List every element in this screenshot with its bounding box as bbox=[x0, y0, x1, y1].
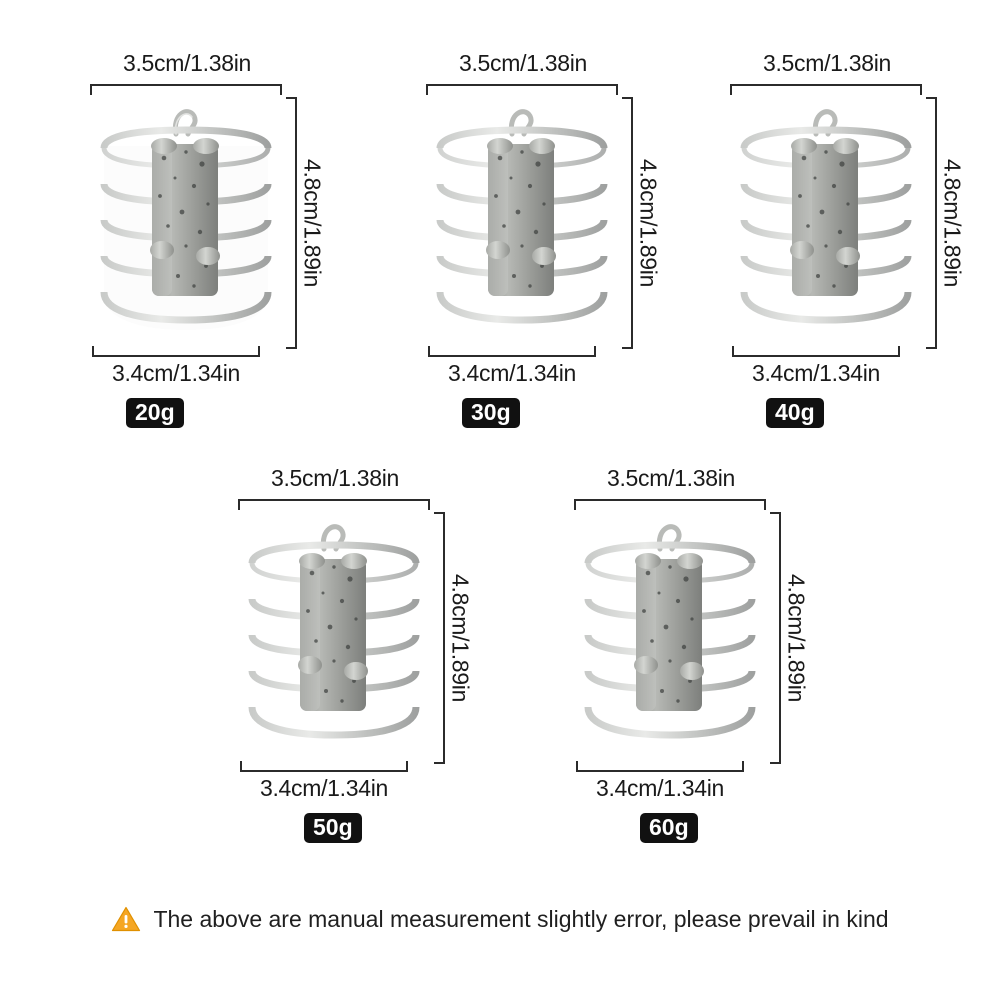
weight-badge: 30g bbox=[462, 398, 520, 428]
feeder-illustration bbox=[730, 100, 922, 348]
width-dimension-label: 3.5cm/1.38in bbox=[122, 50, 252, 76]
height-dimension-label: 4.8cm/1.89in bbox=[939, 158, 966, 288]
width-dimension-bracket bbox=[90, 84, 282, 95]
base-dimension-bracket bbox=[92, 346, 260, 357]
height-dimension-label: 4.8cm/1.89in bbox=[783, 573, 810, 703]
width-dimension-bracket bbox=[426, 84, 618, 95]
width-dimension-label: 3.5cm/1.38in bbox=[458, 50, 588, 76]
height-dimension-bracket bbox=[770, 512, 781, 764]
base-dimension-label: 3.4cm/1.34in bbox=[447, 360, 577, 386]
height-dimension-bracket bbox=[434, 512, 445, 764]
feeder-illustration bbox=[90, 100, 282, 348]
height-dimension-label: 4.8cm/1.89in bbox=[635, 158, 662, 288]
width-dimension-label: 3.5cm/1.38in bbox=[270, 465, 400, 491]
weight-badge: 60g bbox=[640, 813, 698, 843]
height-dimension-bracket bbox=[926, 97, 937, 349]
feeder-illustration bbox=[238, 515, 430, 763]
product-cell-20g bbox=[72, 50, 372, 450]
product-cell-40g bbox=[712, 50, 1000, 450]
base-dimension-bracket bbox=[428, 346, 596, 357]
width-dimension-label: 3.5cm/1.38in bbox=[762, 50, 892, 76]
footer-note bbox=[0, 905, 1000, 933]
product-cell-60g bbox=[556, 465, 856, 865]
width-dimension-bracket bbox=[730, 84, 922, 95]
product-cell-30g bbox=[408, 50, 708, 450]
width-dimension-bracket bbox=[238, 499, 430, 510]
feeder-illustration bbox=[426, 100, 618, 348]
base-dimension-label: 3.4cm/1.34in bbox=[259, 775, 389, 801]
base-dimension-label: 3.4cm/1.34in bbox=[595, 775, 725, 801]
height-dimension-bracket bbox=[286, 97, 297, 349]
weight-badge: 50g bbox=[304, 813, 362, 843]
height-dimension-bracket bbox=[622, 97, 633, 349]
base-dimension-bracket bbox=[732, 346, 900, 357]
weight-badge: 40g bbox=[766, 398, 824, 428]
footer-note-text: The above are manual measurement slightly error, please prevail in kind bbox=[153, 905, 889, 932]
width-dimension-label: 3.5cm/1.38in bbox=[606, 465, 736, 491]
height-dimension-label: 4.8cm/1.89in bbox=[299, 158, 326, 288]
base-dimension-label: 3.4cm/1.34in bbox=[111, 360, 241, 386]
feeder-illustration bbox=[574, 515, 766, 763]
width-dimension-bracket bbox=[574, 499, 766, 510]
warning-triangle-icon bbox=[111, 905, 141, 933]
product-cell-50g bbox=[220, 465, 520, 865]
weight-badge: 20g bbox=[126, 398, 184, 428]
base-dimension-bracket bbox=[576, 761, 744, 772]
base-dimension-label: 3.4cm/1.34in bbox=[751, 360, 881, 386]
height-dimension-label: 4.8cm/1.89in bbox=[447, 573, 474, 703]
base-dimension-bracket bbox=[240, 761, 408, 772]
